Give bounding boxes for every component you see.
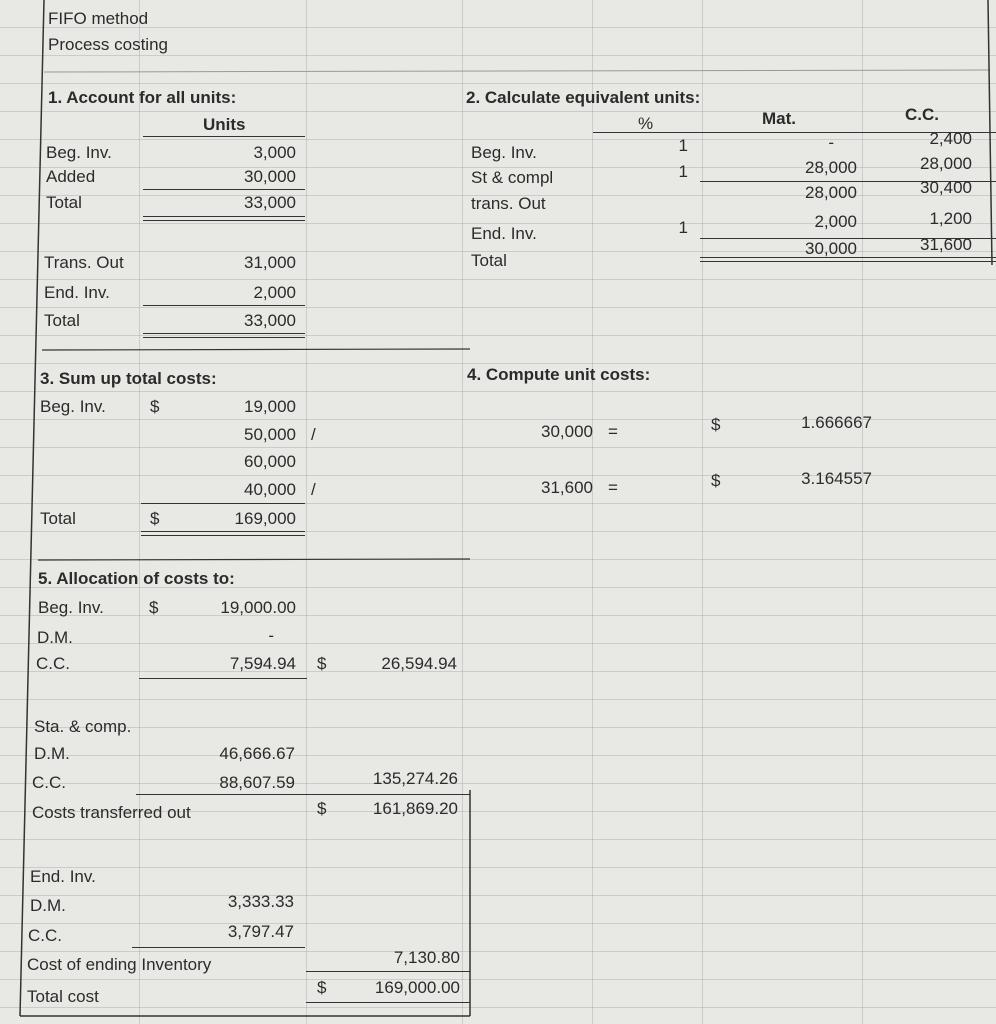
cc-value: 28,000 <box>920 154 972 173</box>
currency-sign: $ <box>317 654 327 673</box>
cost-value: 60,000 <box>244 452 296 471</box>
row-label: Total <box>471 251 507 270</box>
divider <box>141 503 305 504</box>
row-label: Beg. Inv. <box>471 143 537 162</box>
row-label: Costs transferred out <box>32 803 191 822</box>
divider <box>306 1002 470 1003</box>
row-label: Beg. Inv. <box>46 143 112 162</box>
row-label: Total cost <box>27 987 99 1006</box>
unit-cost: 3.164557 <box>801 469 872 488</box>
section5-title: 5. Allocation of costs to: <box>38 569 235 588</box>
slash: / <box>311 480 316 499</box>
pct-header: % <box>638 114 654 133</box>
pct-value: 1 <box>678 136 688 155</box>
divider <box>139 678 307 679</box>
currency-sign: $ <box>317 799 327 818</box>
divider <box>143 136 305 137</box>
equals: = <box>608 478 618 497</box>
row-label: Total <box>46 193 82 212</box>
row-label: D.M. <box>30 896 66 915</box>
row-value: 33,000 <box>244 311 296 330</box>
row-value: 3,000 <box>253 143 296 162</box>
double-underline <box>141 531 305 536</box>
row-value: 31,000 <box>244 253 296 272</box>
currency-sign: $ <box>711 471 721 490</box>
row-label: Beg. Inv. <box>40 397 106 416</box>
cost-subtotal: 135,274.26 <box>372 769 458 788</box>
cc-value: 30,400 <box>920 178 972 197</box>
section3-title: 3. Sum up total costs: <box>40 369 217 388</box>
units-header: Units <box>203 115 246 134</box>
row-label: Added <box>46 167 96 186</box>
mat-value: 28,000 <box>805 183 857 202</box>
header-title: FIFO method <box>48 9 149 28</box>
cc-value: 2,400 <box>929 129 972 148</box>
row-value: 33,000 <box>244 193 296 212</box>
cc-value: 1,200 <box>929 209 972 228</box>
cc-header: C.C. <box>905 105 939 124</box>
cost-total: 26,594.94 <box>381 654 457 673</box>
divider <box>136 794 470 795</box>
row-label: D.M. <box>37 628 73 647</box>
section4-title: 4. Compute unit costs: <box>467 365 651 384</box>
row-label: End. Inv. <box>471 224 537 243</box>
row-label: Beg. Inv. <box>38 598 104 617</box>
mat-value: 28,000 <box>805 158 857 177</box>
cost-subtotal: 7,130.80 <box>393 948 460 967</box>
divisor: 30,000 <box>541 422 593 441</box>
mat-value: 30,000 <box>805 239 857 258</box>
pct-value: 1 <box>678 218 688 237</box>
row-label: C.C. <box>28 926 62 945</box>
cost-value: 3,797.47 <box>227 922 294 941</box>
currency-sign: $ <box>711 415 721 434</box>
row-label: D.M. <box>34 744 70 763</box>
currency-sign: $ <box>150 397 160 416</box>
row-label: Cost of ending Inventory <box>27 955 212 974</box>
double-underline <box>700 257 996 262</box>
row-label: End. Inv. <box>30 867 96 886</box>
cost-value: 50,000 <box>244 425 296 444</box>
double-underline <box>143 333 305 338</box>
equals: = <box>608 422 618 441</box>
section2-title: 2. Calculate equivalent units: <box>466 88 701 107</box>
double-underline <box>143 216 305 221</box>
row-label: C.C. <box>32 773 66 792</box>
cost-value: 19,000 <box>244 397 296 416</box>
cost-value: 3,333.33 <box>227 892 294 911</box>
cost-value: 46,666.67 <box>219 744 295 763</box>
cost-value: - <box>268 626 274 645</box>
divisor: 31,600 <box>541 478 593 497</box>
row-label: Sta. & comp. <box>34 717 132 736</box>
section1-title: 1. Account for all units: <box>48 88 237 107</box>
cost-total: 161,869.20 <box>372 799 458 818</box>
cost-value: 40,000 <box>244 480 296 499</box>
row-label: C.C. <box>36 654 70 673</box>
row-label: Total <box>44 311 80 330</box>
row-value: 2,000 <box>253 283 296 302</box>
row-label: trans. Out <box>471 194 546 213</box>
row-label: End. Inv. <box>44 283 110 302</box>
cost-value: 19,000.00 <box>220 598 296 617</box>
currency-sign: $ <box>149 598 159 617</box>
cc-value: 31,600 <box>920 235 972 254</box>
cost-total: 169,000.00 <box>374 978 460 997</box>
cost-value: 88,607.59 <box>219 773 295 792</box>
currency-sign: $ <box>150 509 160 528</box>
header-subtitle: Process costing <box>48 35 168 54</box>
cost-total: 169,000 <box>234 509 296 528</box>
slash: / <box>311 425 316 444</box>
mat-header: Mat. <box>762 109 796 128</box>
divider <box>132 947 305 948</box>
row-label: Trans. Out <box>44 253 124 272</box>
cost-value: 7,594.94 <box>229 654 296 673</box>
row-label: St & compl <box>471 168 554 187</box>
divider <box>306 971 470 972</box>
divider <box>143 189 305 190</box>
currency-sign: $ <box>317 978 327 997</box>
mat-value: - <box>828 133 834 152</box>
row-value: 30,000 <box>244 167 296 186</box>
mat-value: 2,000 <box>814 212 857 231</box>
row-label: Total <box>40 509 76 528</box>
divider <box>143 305 305 306</box>
unit-cost: 1.666667 <box>801 413 872 432</box>
pct-value: 1 <box>678 162 688 181</box>
